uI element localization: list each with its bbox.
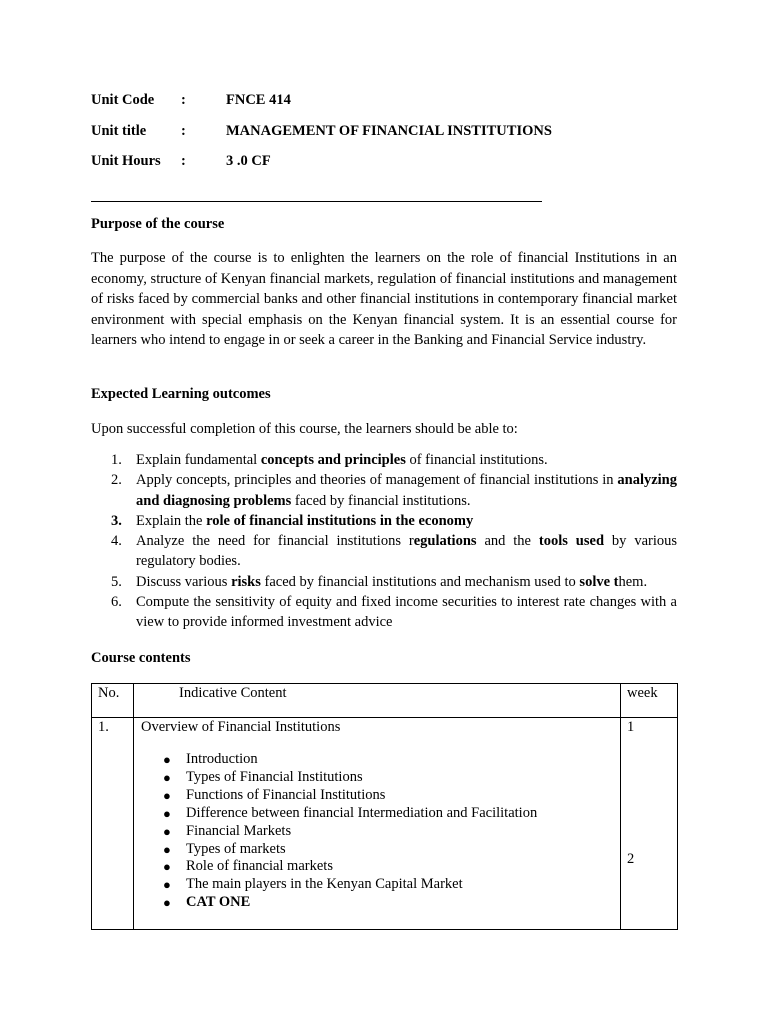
header-divider xyxy=(91,201,542,202)
outcome-text: Explain the xyxy=(136,512,207,529)
outcome-item xyxy=(91,511,677,531)
contents-heading: Course contents xyxy=(91,650,191,666)
unit-code-label: Unit Code xyxy=(91,92,155,108)
topic-text: Introduction xyxy=(186,751,258,767)
purpose-heading: Purpose of the course xyxy=(91,216,225,232)
outcome-text: by various regulatory bodies. xyxy=(136,533,677,570)
outcome-emphasis: solve t xyxy=(579,573,619,590)
outcomes-list xyxy=(91,450,677,633)
topic-text: Types of markets xyxy=(186,840,286,857)
outcome-number: 5. xyxy=(111,573,122,590)
bullet-icon: ● xyxy=(163,787,171,803)
unit-info xyxy=(91,92,677,184)
topic-item xyxy=(134,751,620,769)
outcome-item xyxy=(91,572,677,592)
outcome-text: and the xyxy=(476,533,539,550)
outcome-emphasis: egulations xyxy=(413,533,477,550)
outcome-number: 4. xyxy=(111,533,122,550)
row-number: 1. xyxy=(98,719,109,735)
row-content-cell xyxy=(134,718,621,930)
topic-item xyxy=(134,805,620,823)
week-next: 2 xyxy=(627,851,635,867)
outcome-text: hem. xyxy=(618,573,648,590)
outcome-number: 3. xyxy=(111,512,122,529)
bullet-icon: ● xyxy=(163,752,171,767)
topic-item xyxy=(134,823,620,841)
unit-hours-label: Unit Hours xyxy=(91,153,161,169)
header-week xyxy=(621,684,678,718)
purpose-text: The purpose of the course is to enlighten the learners on the role of financial Institutions in an economy, structure of Kenyan financial markets, regulation of financial institutions and management of risks faced by commercial banks and other financial institutions in contemporary financial market environment with special emphasis on the Kenyan financial system. It is an essential course for learners who intend to engage in or seek a career in the Banking and Financial Service industry. xyxy=(91,250,677,348)
topic-text: Functions of Financial Institutions xyxy=(186,786,386,803)
topic-item xyxy=(134,858,620,876)
outcome-text: Discuss various xyxy=(136,573,232,590)
topic-item xyxy=(134,894,620,912)
outcome-number: 6. xyxy=(111,594,122,611)
course-contents-table xyxy=(91,683,678,930)
row-number-cell xyxy=(92,718,134,930)
bullet-icon: ● xyxy=(163,859,171,875)
topic-item xyxy=(134,876,620,894)
outcome-emphasis: concepts and principles xyxy=(260,452,406,468)
unit-title-value: MANAGEMENT OF FINANCIAL INSTITUTIONS xyxy=(226,122,552,139)
week-start: 1 xyxy=(627,719,635,735)
outcome-item xyxy=(91,450,677,470)
outcomes-heading: Expected Learning outcomes xyxy=(91,386,271,402)
outcome-text: of financial institutions. xyxy=(405,452,548,468)
outcome-item xyxy=(91,531,677,572)
outcome-text: Apply concepts, principles and theories of management of financial institutions in xyxy=(136,472,618,489)
unit-title-row xyxy=(91,123,677,154)
unit-code-value: FNCE 414 xyxy=(226,92,291,108)
topic-text: The main players in the Kenyan Capital Market xyxy=(186,876,463,893)
outcome-text: faced by financial institutions and mechanism used to xyxy=(260,573,580,590)
outcome-number: 2. xyxy=(111,472,122,489)
topic-text: Financial Markets xyxy=(186,822,292,839)
outcome-emphasis: role of financial institutions in the economy xyxy=(206,512,474,529)
topic-item xyxy=(134,841,620,859)
row-title: Overview of Financial Institutions xyxy=(141,719,341,735)
outcome-item xyxy=(91,592,677,633)
outcome-number: 1. xyxy=(111,452,122,468)
course-outline-page xyxy=(91,92,677,911)
header-no xyxy=(92,684,134,718)
unit-hours-colon: : xyxy=(181,153,186,169)
topic-item xyxy=(134,787,620,805)
bullet-icon: ● xyxy=(163,841,171,857)
topic-text: Role of financial markets xyxy=(186,858,333,875)
header-content-label: Indicative Content xyxy=(179,685,287,701)
bullet-icon: ● xyxy=(163,895,171,911)
table-header-row xyxy=(92,684,678,718)
outcome-text: Compute the sensitivity of equity and fixed income securities to interest rate changes with a view to provide informed investment advice xyxy=(136,594,677,631)
topic-text: Types of Financial Institutions xyxy=(186,768,363,785)
header-week-label: week xyxy=(627,685,658,701)
topic-text: CAT ONE xyxy=(186,894,251,911)
bullet-icon: ● xyxy=(163,805,171,821)
topic-item xyxy=(134,769,620,787)
unit-code-colon: : xyxy=(181,92,186,108)
header-no-label: No. xyxy=(98,685,120,701)
unit-title-label: Unit title xyxy=(91,122,147,139)
table-row xyxy=(92,718,678,930)
unit-hours-row xyxy=(91,153,677,184)
outcome-emphasis: tools used xyxy=(538,533,605,550)
unit-title-colon: : xyxy=(181,122,186,139)
outcome-item xyxy=(91,470,677,511)
unit-hours-value: 3 .0 CF xyxy=(226,153,271,169)
outcome-text: Analyze the need for financial institutions r xyxy=(136,533,414,550)
header-content xyxy=(134,684,621,718)
bullet-icon: ● xyxy=(163,823,171,839)
outcomes-intro: Upon successful completion of this course, the learners should be able to: xyxy=(91,421,518,437)
outcome-text: faced by financial institutions. xyxy=(291,492,471,509)
outcome-emphasis: risks xyxy=(231,573,261,590)
row-week-cell xyxy=(621,718,678,930)
outcome-emphasis: analyzing and diagnosing problems xyxy=(136,472,677,509)
bullet-icon: ● xyxy=(163,877,171,893)
topic-text: Difference between financial Intermediation and Facilitation xyxy=(186,804,538,821)
unit-code-row xyxy=(91,92,677,123)
bullet-icon: ● xyxy=(163,769,171,785)
topic-list xyxy=(134,751,620,912)
outcome-text: Explain fundamental xyxy=(136,452,261,468)
